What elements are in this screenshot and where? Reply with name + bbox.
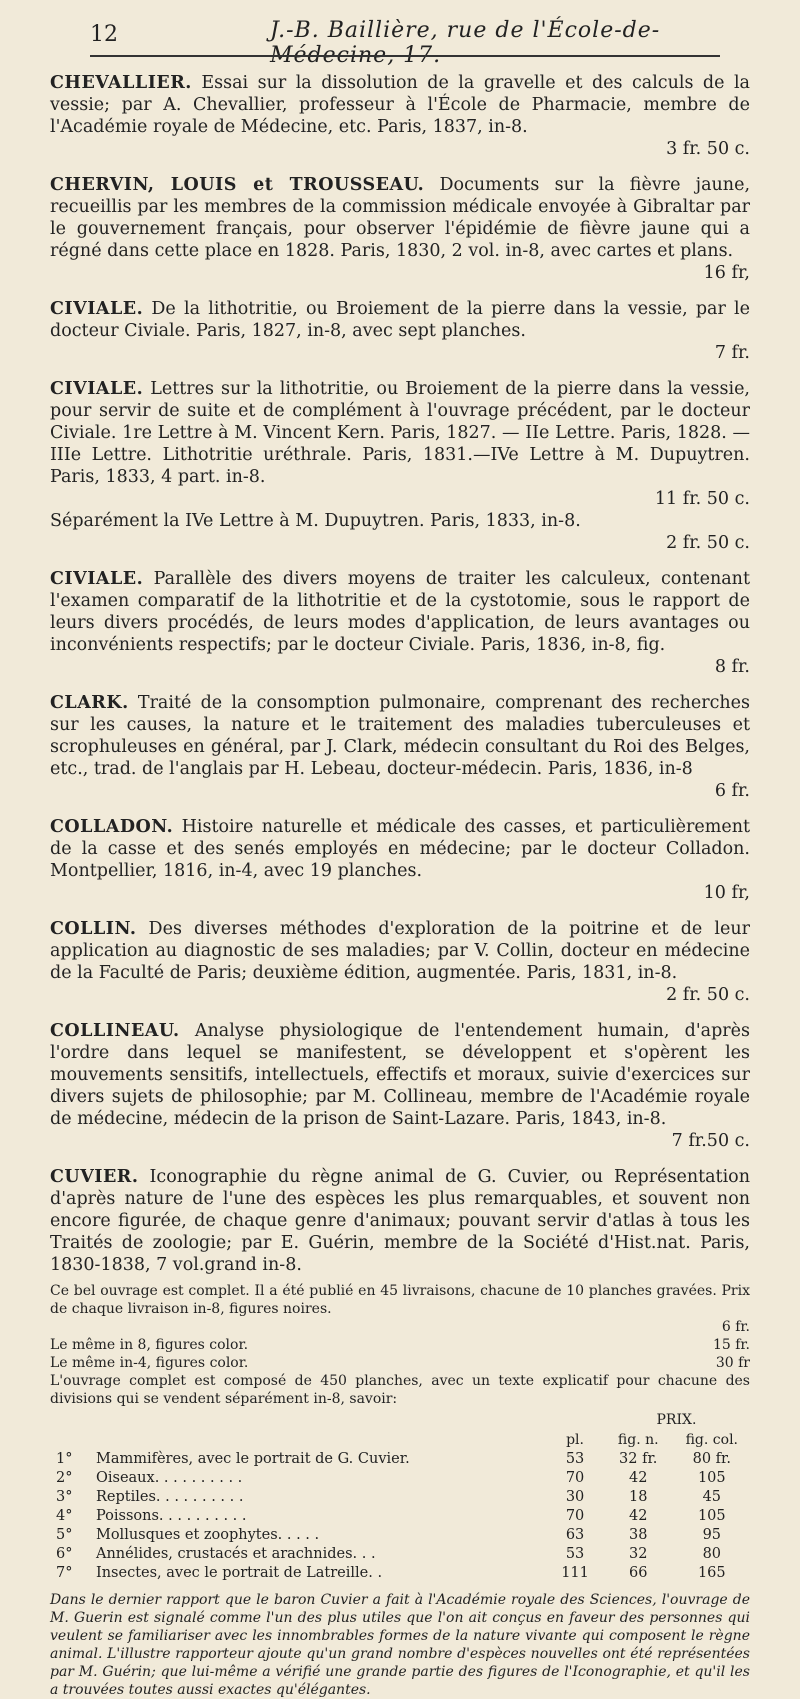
- entry-chervin: [50, 174, 750, 284]
- table-cell: 165: [697, 1565, 726, 1581]
- table-row: [50, 1488, 750, 1507]
- entry-cuvier: [50, 1166, 750, 1276]
- entry-civiale-1: [50, 298, 750, 364]
- entry-body: Lettres sur la lithotritie, ou Broiement de la pierre dans la vessie, pour servir de suite et de complément à l'ouvrage précédent, par le docteur Civiale. 1re Lettre à M. Vincent Kern. Paris, 1827. — IIe Lettre. Paris, 1828. — IIIe Lettre. Lithotritie uréthrale. Paris, 1831.—IVe Lettre à M. Dupuytren. Paris, 1833, 4 part. in-8.: [50, 379, 750, 487]
- table-cell: 95: [702, 1527, 722, 1543]
- table-cell: Poissons. . . . . . . . . .: [95, 1508, 247, 1524]
- table-cell: 42: [629, 1508, 648, 1524]
- entry-colladon: [50, 816, 750, 904]
- entry-head: CIVIALE.: [50, 379, 144, 399]
- entry-collin: [50, 918, 750, 1006]
- table-cell: 53: [565, 1451, 585, 1467]
- table-row: [50, 1507, 750, 1526]
- entry-body: Documents sur la fièvre jaune, recueillis par les membres de la commission médicale envoyée à Gibraltar par le gouvernement français, pour observer l'épidémie de fièvre jaune qui a régné dans cette place en 1828. Paris, 1830, 2 vol. in-8, avec cartes et plans.: [50, 175, 751, 261]
- table-cell: 18: [629, 1489, 648, 1505]
- volumes-table: [50, 1410, 750, 1583]
- entry-head: CIVIALE.: [50, 299, 144, 319]
- note-price: 30 fr: [715, 1355, 750, 1371]
- entry-collineau: [50, 1020, 750, 1152]
- entry-price: 3 fr. 50 c.: [666, 139, 750, 159]
- table-cell: 70: [565, 1470, 585, 1486]
- col-header: pl.: [566, 1432, 584, 1448]
- entry-price: 8 fr.: [714, 657, 750, 677]
- entry-body: Analyse physiologique de l'entendement humain, d'après l'ordre dans lequel se manifestent, se développent et s'opèrent les mouvements sensitifs, intellectuels, effectifs et moraux, suivie d'exercices sur divers sujets de philosophie; par M. Collineau, membre de l'Académie royale de médecine, médecin de la prison de Saint-Lazare. Paris, 1843, in-8.: [50, 1021, 750, 1129]
- entry-civiale-3: [50, 568, 750, 678]
- entry-chevallier: [50, 72, 750, 160]
- table-cell: 45: [702, 1489, 722, 1505]
- table-cell: 32: [629, 1546, 648, 1562]
- page-number: 12: [90, 22, 118, 47]
- entry-head: CIVIALE.: [50, 569, 144, 589]
- header-rule: [90, 55, 720, 57]
- table-cell: 53: [565, 1546, 585, 1562]
- table-cell: 30: [565, 1489, 585, 1505]
- entry-body: Des diverses méthodes d'exploration de la poitrine et de leur application au diagnostic de ses maladies; par V. Collin, docteur en médecine de la Faculté de Paris; deuxième édition, augmentée. Paris, 1831, in-8.: [50, 919, 750, 983]
- table-cell: Mammifères, avec le portrait de G. Cuvier.: [95, 1451, 410, 1467]
- table-cell: 111: [561, 1565, 589, 1581]
- table-cell: Oiseaux. . . . . . . . . .: [95, 1470, 243, 1486]
- volumes-table-body: [50, 1450, 750, 1583]
- table-cell: 38: [629, 1527, 648, 1543]
- table-row: [50, 1545, 750, 1564]
- entry-price: 10 fr,: [703, 883, 750, 903]
- table-cell: 42: [629, 1470, 648, 1486]
- table-row: [50, 1450, 750, 1469]
- col-header: fig. col.: [685, 1432, 738, 1448]
- entry-body: Histoire naturelle et médicale des casses, et particulièrement de la casse et des senés employés en médecine; par le docteur Colladon. Montpellier, 1816, in-4, avec 19 planches.: [50, 817, 750, 881]
- running-head: J.-B. Baillière, rue de l'École-de-Médecine, 17.: [270, 18, 661, 68]
- table-cell: 6°: [56, 1546, 73, 1562]
- entry-clark: [50, 692, 750, 802]
- entry-head: COLLIN.: [50, 919, 137, 939]
- page-header: [50, 0, 750, 68]
- table-cell: 70: [565, 1508, 585, 1524]
- table-cell: 1°: [56, 1451, 73, 1467]
- entry-head: COLLINEAU.: [50, 1021, 180, 1041]
- entry-head: COLLADON.: [50, 817, 174, 837]
- entry-price: 7 fr.: [714, 343, 750, 363]
- table-cell: 63: [565, 1527, 585, 1543]
- cuvier-note-2: Le même in 8, figures color. 15 fr.: [50, 1337, 750, 1353]
- table-cell: 3°: [56, 1489, 73, 1505]
- table-row: [50, 1469, 750, 1488]
- table-cell: 66: [629, 1565, 648, 1581]
- table-row: [50, 1564, 750, 1583]
- cuvier-final-paragraph: Dans le dernier rapport que le baron Cuvier a fait à l'Académie royale des Sciences, l'ouvrage de M. Guerin est signalé comme l'un des plus utiles que l'on ait conçus en faveur des personnes qui veulent se familiariser avec les innombrables formes de la nature vivante qui composent le règne animal. L'illustre rapporteur ajoute qu'un grand nombre d'espèces nouvelles ont été représentées par M. Guérin; que lui-même a vérifié une grande partie des figures de l'Iconographie, et qu'il les a trouvées toutes aussi exactes qu'élégantes.: [50, 1592, 750, 1698]
- entry-head: CHERVIN, LOUIS et TROUSSEAU.: [50, 175, 425, 195]
- table-cell: 105: [697, 1508, 726, 1524]
- table-cell: 80 fr.: [692, 1451, 731, 1467]
- table-header-row: [50, 1430, 750, 1450]
- entry-head: CUVIER.: [50, 1167, 139, 1187]
- cuvier-note-4: L'ouvrage complet est composé de 450 planches, avec un texte explicatif pour chacune des divisions qui se vendent séparément in-8, savoir:: [50, 1373, 750, 1407]
- table-cell: Mollusques et zoophytes. . . . .: [95, 1527, 320, 1543]
- cuvier-note-3: Le même in-4, figures color. 30 fr: [50, 1355, 750, 1371]
- entry-body: Traité de la consomption pulmonaire, comprenant des recherches sur les causes, la nature et le traitement des maladies tuberculeuses et scrophuleuses en général, par J. Clark, médecin consultant du Roi des Belges, etc., trad. de l'anglais par H. Lebeau, docteur-médecin. Paris, 1836, in-8: [50, 693, 750, 779]
- table-prix-row: [50, 1410, 750, 1430]
- col-header: fig. n.: [617, 1432, 659, 1448]
- entry-extra: Séparément la IVe Lettre à M. Dupuytren. Paris, 1833, in-8.: [50, 511, 581, 531]
- note-price: 15 fr.: [712, 1337, 750, 1353]
- table-cell: Annélides, crustacés et arachnides. . .: [95, 1546, 376, 1562]
- table-cell: 4°: [56, 1508, 73, 1524]
- entry-price: 6 fr.: [714, 781, 750, 801]
- table-cell: Insectes, avec le portrait de Latreille. .: [95, 1565, 383, 1581]
- note-price: 6 fr.: [721, 1319, 750, 1335]
- table-cell: 80: [702, 1546, 722, 1562]
- entry-civiale-2: [50, 378, 750, 554]
- table-row: [50, 1526, 750, 1545]
- table-cell: 105: [697, 1470, 726, 1486]
- entry-body: Parallèle des divers moyens de traiter les calculeux, contenant l'examen comparatif de la lithotritie et de la cystotomie, sous le rapport de leurs divers procédés, de leurs modes d'application, de leurs avantages ou inconvénients respectifs; par le docteur Civiale. Paris, 1836, in-8, fig.: [50, 569, 750, 655]
- table-cell: 5°: [56, 1527, 73, 1543]
- entry-price: 16 fr,: [703, 263, 750, 283]
- table-cell: Reptiles. . . . . . . . . .: [95, 1489, 244, 1505]
- entry-price: 7 fr.50 c.: [671, 1131, 750, 1151]
- cuvier-note-1: Ce bel ouvrage est complet. Il a été publié en 45 livraisons, chacune de 10 planches gravées. Prix de chaque livraison in-8, figures noires. 6 fr.: [50, 1283, 750, 1335]
- table-cell: 2°: [56, 1470, 73, 1486]
- entry-body: Essai sur la dissolution de la gravelle et des calculs de la vessie; par A. Chevallier, professeur à l'École de Pharmacie, membre de l'Académie royale de Médecine, etc. Paris, 1837, in-8.: [50, 73, 750, 137]
- entry-extra-price: 2 fr. 50 c.: [666, 533, 750, 553]
- table-cell: 32 fr.: [619, 1451, 658, 1467]
- entry-price: 11 fr. 50 c.: [654, 489, 750, 509]
- entry-body: De la lithotritie, ou Broiement de la pierre dans la vessie, par le docteur Civiale. Paris, 1827, in-8, avec sept planches.: [50, 299, 750, 341]
- prix-label: PRIX.: [656, 1412, 697, 1428]
- entry-price: 2 fr. 50 c.: [666, 985, 750, 1005]
- entry-head: CLARK.: [50, 693, 129, 713]
- entry-head: CHEVALLIER.: [50, 73, 192, 93]
- entry-body: Iconographie du règne animal de G. Cuvier, ou Représentation d'après nature de l'une des espèces les plus remarquables, et souvent non encore figurée, de chaque genre d'animaux; pouvant servir d'atlas à tous les Traités de zoologie; par E. Guérin, membre de la Société d'Hist.nat. Paris, 1830-1838, 7 vol.grand in-8.: [50, 1167, 750, 1275]
- table-cell: 7°: [56, 1565, 73, 1581]
